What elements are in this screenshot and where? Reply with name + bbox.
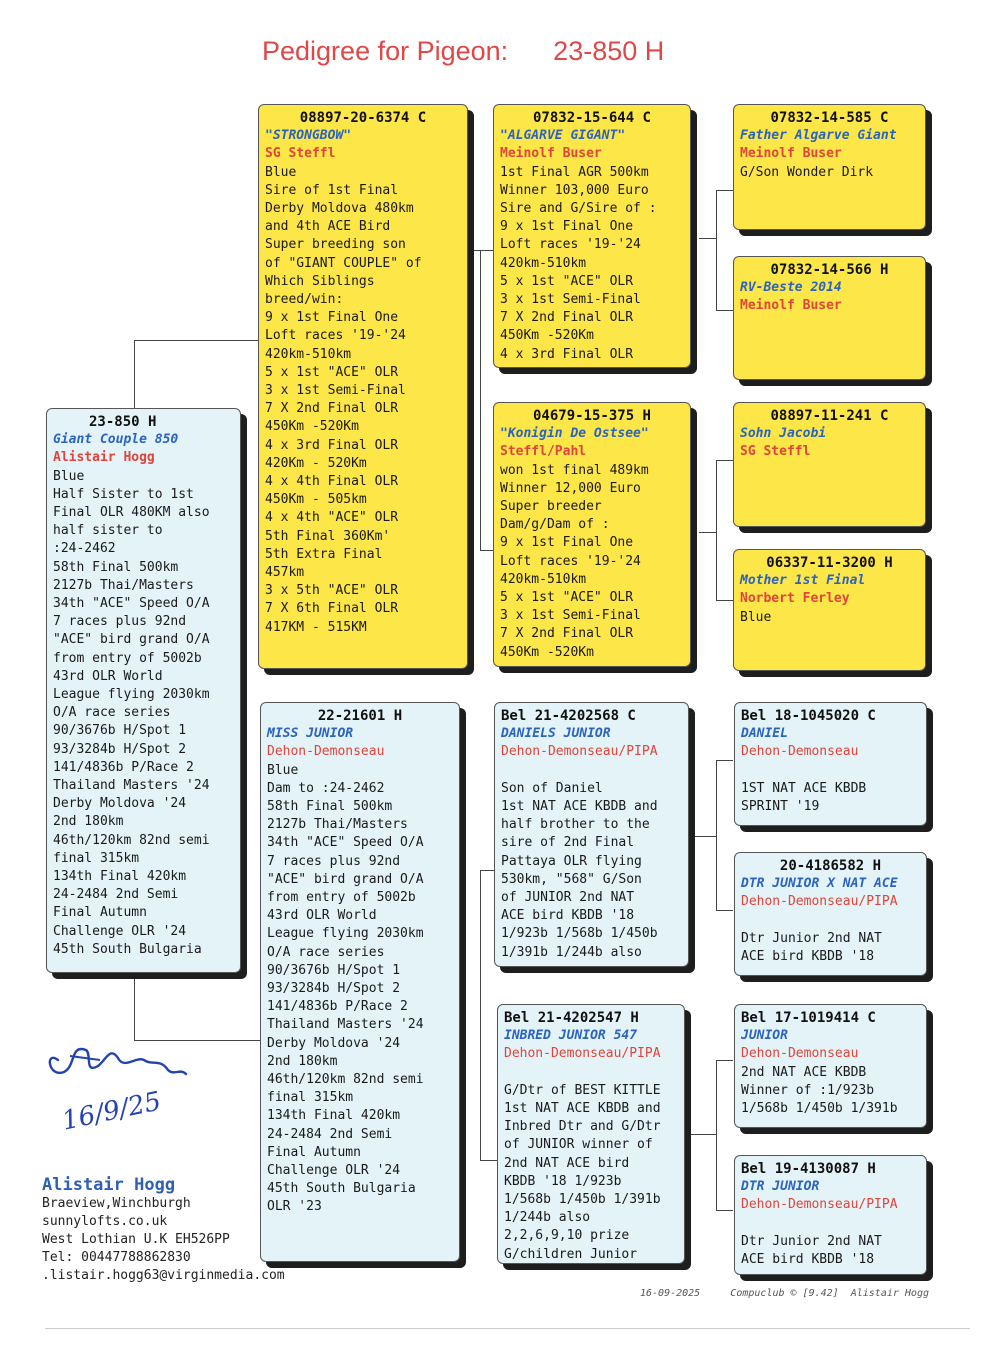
detail-line: 420km-510km xyxy=(500,571,587,587)
detail-line: 2nd 180km xyxy=(267,1053,338,1069)
detail-line: Final OLR 480KM also xyxy=(53,505,210,521)
ring-number: Bel 17-1019414 C xyxy=(741,1010,876,1026)
details-list xyxy=(741,762,920,817)
detail-line: 450Km - 505km xyxy=(265,492,367,508)
pigeon-name: "Konigin De Ostsee" xyxy=(500,426,649,442)
detail-line: ACE bird KBDB '18 xyxy=(501,908,635,924)
detail-line: 530km, "568" G/Son xyxy=(501,871,642,887)
detail-line: Which Siblings xyxy=(265,273,375,289)
connector xyxy=(695,836,716,837)
pigeon-name: RV-Beste 2014 xyxy=(740,280,842,296)
detail-line: SPRINT '19 xyxy=(741,799,820,815)
detail-line: Derby Moldova '24 xyxy=(267,1035,401,1051)
ring-number: 04679-15-375 H xyxy=(532,408,651,424)
pedigree-box-sss xyxy=(733,104,926,230)
detail-line: 1st Final AGR 500km xyxy=(500,164,649,180)
ring-number: 07832-15-644 C xyxy=(532,110,651,126)
ring-number: 08897-11-241 C xyxy=(770,408,889,424)
ring-number: Bel 21-4202568 C xyxy=(501,708,636,724)
connector xyxy=(716,310,733,311)
detail-line: Sire of 1st Final xyxy=(265,182,399,198)
detail-line: League flying 2030km xyxy=(267,926,424,942)
detail-line: 420Km - 520Km xyxy=(265,455,367,471)
detail-line: Braeview,Winchburgh xyxy=(42,1196,191,1211)
detail-line: Dtr Junior 2nd NAT xyxy=(741,930,882,946)
pigeon-name: "ALGARVE GIGANT" xyxy=(500,128,626,144)
detail-line: Loft races '19-'24 xyxy=(265,328,406,344)
detail-line: 45th South Bulgaria xyxy=(267,1181,416,1197)
detail-line: G/children Junior xyxy=(504,1246,638,1262)
detail-line: 3 x 1st Semi-Final xyxy=(500,608,641,624)
ring-number: 07832-14-566 H xyxy=(770,262,889,278)
detail-line: G/Son Wonder Dirk xyxy=(740,164,874,180)
detail-line: 90/3676b H/Spot 1 xyxy=(267,962,401,978)
connector xyxy=(716,460,717,600)
detail-line: 7 X 6th Final OLR xyxy=(265,601,399,617)
pigeon-name: Father Algarve Giant xyxy=(740,128,897,144)
ring-number: 23-850 H xyxy=(89,414,157,430)
pigeon-name: Sohn Jacobi xyxy=(740,426,827,442)
detail-line: 4 x 3rd Final OLR xyxy=(500,346,634,362)
detail-line: Derby Moldova 480km xyxy=(265,201,414,217)
connector xyxy=(480,870,495,871)
owner-name: Alistair Hogg xyxy=(42,1175,176,1195)
details-list xyxy=(740,609,919,627)
ring-number: 08897-20-6374 C xyxy=(299,110,427,126)
connector xyxy=(480,550,493,551)
detail-line: 93/3284b H/Spot 2 xyxy=(53,741,187,757)
breeder-name: Dehon-Demonseau xyxy=(267,744,385,760)
detail-line: 2127b Thai/Masters xyxy=(53,577,194,593)
detail-line: O/A race series xyxy=(53,705,171,721)
detail-line: Final Autumn xyxy=(53,905,147,921)
pigeon-name: "STRONGBOW" xyxy=(265,128,352,144)
pedigree-box-sire xyxy=(258,104,468,669)
pedigree-box-dds xyxy=(734,1004,927,1128)
detail-line: 450Km -520Km xyxy=(265,419,359,435)
connector xyxy=(699,532,716,533)
connector xyxy=(480,250,481,550)
signature-date: 16/9/25 xyxy=(59,1086,164,1137)
details-list xyxy=(267,762,453,1217)
details-list xyxy=(265,164,461,637)
detail-line: 1/244b also xyxy=(504,1210,591,1226)
detail-line: 450Km -520Km xyxy=(500,328,594,344)
detail-line: 134th Final 420km xyxy=(53,869,187,885)
detail-line: Dam to :24-2462 xyxy=(267,780,385,796)
pedigree-box-sdd xyxy=(733,549,926,671)
detail-line: half brother to the xyxy=(501,817,650,833)
detail-line: League flying 2030km xyxy=(53,687,210,703)
detail-line: 1ST NAT ACE KBDB xyxy=(741,780,867,796)
connector xyxy=(716,760,717,910)
details-list xyxy=(500,164,684,364)
pedigree-box-dam xyxy=(260,702,460,1262)
detail-line: 7 X 2nd Final OLR xyxy=(500,310,634,326)
detail-line: Blue xyxy=(267,762,299,778)
detail-line: Dtr Junior 2nd NAT xyxy=(741,1233,882,1249)
detail-line: 417KM - 515KM xyxy=(265,619,367,635)
detail-line: Final Autumn xyxy=(267,1144,361,1160)
detail-line: Thailand Masters '24 xyxy=(53,778,210,794)
detail-line: 457km xyxy=(265,565,305,581)
pigeon-name: JUNIOR xyxy=(741,1028,788,1044)
detail-line: 90/3676b H/Spot 1 xyxy=(53,723,187,739)
pedigree-box-subject xyxy=(46,408,241,973)
detail-line: sunnylofts.co.uk xyxy=(42,1214,168,1229)
details-list xyxy=(741,1064,920,1119)
ring-number: Bel 21-4202547 H xyxy=(504,1010,639,1026)
bottom-divider xyxy=(45,1328,970,1329)
detail-line: 9 x 1st Final One xyxy=(500,219,634,235)
detail-line: final 315km xyxy=(53,850,140,866)
breeder-name: Meinolf Buser xyxy=(500,146,602,162)
pigeon-name: Mother 1st Final xyxy=(740,573,866,589)
connector xyxy=(716,460,733,461)
detail-line: Pattaya OLR flying xyxy=(501,853,642,869)
detail-line: final 315km xyxy=(267,1090,354,1106)
detail-line: OLR '23 xyxy=(267,1199,322,1215)
detail-line: 5 x 1st "ACE" OLR xyxy=(500,590,634,606)
detail-line: 4 x 4th Final OLR xyxy=(265,474,399,490)
detail-line: 9 x 1st Final One xyxy=(500,535,634,551)
detail-line: Blue xyxy=(740,609,772,625)
detail-line: 3 x 1st Semi-Final xyxy=(500,292,641,308)
connector xyxy=(716,190,717,310)
detail-line xyxy=(741,1215,920,1233)
detail-line: 141/4836b P/Race 2 xyxy=(53,759,194,775)
detail-line: breed/win: xyxy=(265,292,344,308)
detail-line: 43rd OLR World xyxy=(267,908,377,924)
detail-line: 1st NAT ACE KBDB and xyxy=(501,799,658,815)
breeder-name: Meinolf Buser xyxy=(740,298,842,314)
pedigree-box-sds xyxy=(733,402,926,527)
connector xyxy=(716,190,733,191)
detail-line: Challenge OLR '24 xyxy=(267,1163,401,1179)
breeder-name: Norbert Ferley xyxy=(740,591,850,607)
detail-line: 9 x 1st Final One xyxy=(265,310,399,326)
breeder-name: Dehon-Demonseau/PIPA xyxy=(741,894,898,910)
detail-line: .listair.hogg63@virginmedia.com xyxy=(42,1268,285,1283)
ring-number: 06337-11-3200 H xyxy=(766,555,893,571)
detail-line: Winner 103,000 Euro xyxy=(500,182,649,198)
detail-line: 46th/120km 82nd semi xyxy=(53,832,210,848)
detail-line: 1/923b 1/568b 1/450b xyxy=(501,926,658,942)
detail-line: Half Sister to 1st xyxy=(53,486,194,502)
detail-line: 7 races plus 92nd xyxy=(267,853,401,869)
ring-number: Bel 19-4130087 H xyxy=(741,1161,876,1177)
detail-line: Winner 12,000 Euro xyxy=(500,480,641,496)
detail-line: 58th Final 500km xyxy=(53,559,179,575)
breeder-name: Dehon-Demonseau/PIPA xyxy=(741,1197,898,1213)
detail-line: Dam/g/Dam of : xyxy=(500,517,610,533)
pigeon-name: DANIELS JUNIOR xyxy=(501,726,611,742)
detail-line: "ACE" bird grand O/A xyxy=(267,871,424,887)
connector xyxy=(716,1060,717,1210)
connector xyxy=(480,1160,498,1161)
detail-line: 1st NAT ACE KBDB and xyxy=(504,1101,661,1117)
detail-line: O/A race series xyxy=(267,944,385,960)
details-list xyxy=(53,468,234,959)
breeder-name: Steffl/Pahl xyxy=(500,444,587,460)
detail-line: 4 x 3rd Final OLR xyxy=(265,437,399,453)
detail-line: 7 races plus 92nd xyxy=(53,614,187,630)
detail-line: Winner of :1/923b xyxy=(741,1082,875,1098)
ring-number: 20-4186582 H xyxy=(779,858,882,874)
detail-line: 4 x 4th "ACE" OLR xyxy=(265,510,399,526)
detail-line: :24-2462 xyxy=(53,541,116,557)
pedigree-box-ddd xyxy=(734,1155,927,1275)
detail-line: won 1st final 489km xyxy=(500,462,649,478)
detail-line: West Lothian U.K EH526PP xyxy=(42,1232,230,1247)
detail-line: 141/4836b P/Race 2 xyxy=(267,999,408,1015)
detail-line: 46th/120km 82nd semi xyxy=(267,1072,424,1088)
ring-number: Bel 18-1045020 C xyxy=(741,708,876,724)
detail-line: of JUNIOR 2nd NAT xyxy=(501,890,635,906)
pigeon-name: INBRED JUNIOR 547 xyxy=(504,1028,638,1044)
detail-line: of "GIANT COUPLE" of xyxy=(265,255,422,271)
detail-line: 2nd NAT ACE bird xyxy=(504,1155,630,1171)
detail-line: 34th "ACE" Speed O/A xyxy=(53,596,210,612)
detail-line: Thailand Masters '24 xyxy=(267,1017,424,1033)
detail-line: 2127b Thai/Masters xyxy=(267,817,408,833)
breeder-name: SG Steffl xyxy=(740,444,811,460)
detail-line: 43rd OLR World xyxy=(53,668,163,684)
details-list xyxy=(504,1064,678,1264)
connector xyxy=(716,760,733,761)
detail-line: 5 x 1st "ACE" OLR xyxy=(265,364,399,380)
detail-line: Son of Daniel xyxy=(501,780,603,796)
connector xyxy=(134,340,135,410)
pedigree-box-dss xyxy=(734,702,927,826)
pigeon-name: Giant Couple 850 xyxy=(53,432,179,448)
pigeon-name: MISS JUNIOR xyxy=(267,726,354,742)
detail-line: G/Dtr of BEST KITTLE xyxy=(504,1082,661,1098)
pedigree-box-dam-dam xyxy=(497,1004,685,1264)
detail-line: 1/568b 1/450b 1/391b xyxy=(504,1192,661,1208)
detail-line: ACE bird KBDB '18 xyxy=(741,949,875,965)
pedigree-box-sire-dam xyxy=(493,402,691,667)
connector xyxy=(716,1060,733,1061)
owner-address xyxy=(42,1195,285,1285)
breeder-name: Alistair Hogg xyxy=(53,450,155,466)
details-list xyxy=(741,912,920,967)
detail-line: 2nd 180km xyxy=(53,814,124,830)
details-list xyxy=(741,1215,920,1270)
handwritten-signature xyxy=(40,1030,210,1144)
detail-line: 24-2484 2nd Semi xyxy=(53,887,179,903)
detail-line xyxy=(501,762,682,780)
breeder-name: Dehon-Demonseau/PIPA xyxy=(501,744,658,760)
breeder-name: Dehon-Demonseau xyxy=(741,1046,859,1062)
detail-line: 7 X 2nd Final OLR xyxy=(265,401,399,417)
detail-line: 2,2,6,9,10 prize xyxy=(504,1228,630,1244)
detail-line: 1/391b 1/244b also xyxy=(501,944,642,960)
pedigree-box-dam-sire xyxy=(494,702,689,967)
detail-line: 24-2484 2nd Semi xyxy=(267,1126,393,1142)
detail-line: sire of 2nd Final xyxy=(501,835,635,851)
detail-line xyxy=(504,1064,678,1082)
detail-line: 5th Extra Final xyxy=(265,546,383,562)
connector xyxy=(480,870,481,1160)
connector xyxy=(691,1134,716,1135)
detail-line: ACE bird KBDB '18 xyxy=(741,1252,875,1268)
connector xyxy=(134,340,259,341)
detail-line xyxy=(741,912,920,930)
pedigree-box-ssd xyxy=(733,256,926,380)
connector xyxy=(699,238,716,239)
pigeon-name: DTR JUNIOR xyxy=(741,1179,820,1195)
page-title: Pedigree for Pigeon: 23-850 H xyxy=(262,36,665,66)
detail-line: 3 x 5th "ACE" OLR xyxy=(265,583,399,599)
detail-line: 2nd NAT ACE KBDB xyxy=(741,1064,867,1080)
detail-line: 45th South Bulgaria xyxy=(53,941,202,957)
detail-line: 58th Final 500km xyxy=(267,799,393,815)
detail-line: from entry of 5002b xyxy=(53,650,202,666)
detail-line: KBDB '18 1/923b xyxy=(504,1173,622,1189)
detail-line: Loft races '19-'24 xyxy=(500,237,641,253)
detail-line: Sire and G/Sire of : xyxy=(500,201,657,217)
pedigree-box-sire-sire xyxy=(493,104,691,368)
breeder-name: SG Steffl xyxy=(265,146,336,162)
ring-number: 07832-14-585 C xyxy=(770,110,889,126)
connector xyxy=(716,910,733,911)
detail-line: 3 x 1st Semi-Final xyxy=(265,383,406,399)
breeder-name: Meinolf Buser xyxy=(740,146,842,162)
detail-line: Inbred Dtr and G/Dtr xyxy=(504,1119,661,1135)
detail-line: 7 X 2nd Final OLR xyxy=(500,626,634,642)
detail-line: Blue xyxy=(53,468,85,484)
detail-line: from entry of 5002b xyxy=(267,890,416,906)
detail-line: "ACE" bird grand O/A xyxy=(53,632,210,648)
connector xyxy=(716,600,733,601)
details-list xyxy=(500,462,684,662)
detail-line: Loft races '19-'24 xyxy=(500,553,641,569)
detail-line: 34th "ACE" Speed O/A xyxy=(267,835,424,851)
pigeon-name: DANIEL xyxy=(741,726,788,742)
detail-line xyxy=(741,762,920,780)
detail-line: Tel: 00447788862830 xyxy=(42,1250,191,1265)
footer-credit: 16-09-2025 Compuclub © [9.42] Alistair Hogg xyxy=(640,1288,929,1299)
ring-number: 22-21601 H xyxy=(317,708,403,724)
detail-line: 420km-510km xyxy=(265,346,352,362)
detail-line: Super breeding son xyxy=(265,237,406,253)
details-list xyxy=(740,164,919,182)
detail-line: Challenge OLR '24 xyxy=(53,923,187,939)
breeder-name: Dehon-Demonseau xyxy=(741,744,859,760)
detail-line: 5th Final 360Km' xyxy=(265,528,391,544)
detail-line: 134th Final 420km xyxy=(267,1108,401,1124)
detail-line: Super breeder xyxy=(500,499,602,515)
detail-line: of JUNIOR winner of xyxy=(504,1137,653,1153)
detail-line: and 4th ACE Bird xyxy=(265,219,391,235)
detail-line: 5 x 1st "ACE" OLR xyxy=(500,273,634,289)
pigeon-name: DTR JUNIOR X NAT ACE xyxy=(741,876,898,892)
owner-details xyxy=(42,1175,285,1285)
connector xyxy=(716,1210,733,1211)
detail-line: 450Km -520Km xyxy=(500,644,594,660)
detail-line: Blue xyxy=(265,164,297,180)
detail-line: 1/568b 1/450b 1/391b xyxy=(741,1101,898,1117)
detail-line: 420km-510km xyxy=(500,255,587,271)
details-list xyxy=(501,762,682,962)
breeder-name: Dehon-Demonseau/PIPA xyxy=(504,1046,661,1062)
detail-line: half sister to xyxy=(53,523,163,539)
detail-line: 93/3284b H/Spot 2 xyxy=(267,981,401,997)
pedigree-box-dsd xyxy=(734,852,927,976)
detail-line: Derby Moldova '24 xyxy=(53,796,187,812)
